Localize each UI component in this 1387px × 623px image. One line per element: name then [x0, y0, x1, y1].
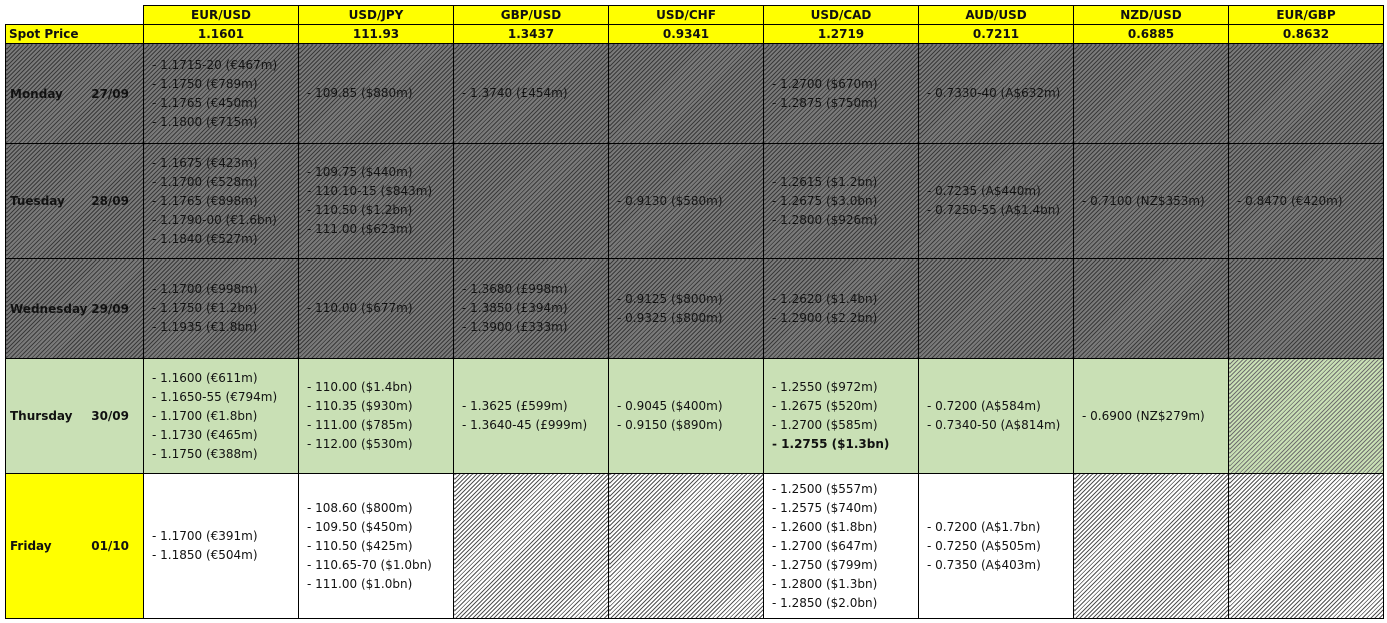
- expiry-entry: - 1.1700 (€528m): [152, 174, 258, 189]
- expiry-cell-thursday-gbp-usd: [454, 359, 609, 474]
- day-label-friday: [6, 474, 144, 619]
- expiry-cell-monday-usd-cad: [764, 44, 919, 144]
- day-row-wednesday: [6, 259, 1384, 359]
- expiry-entry: - 1.1700 (€1.8bn): [152, 408, 258, 423]
- expiry-cell-thursday-usd-cad: [764, 359, 919, 474]
- expiry-cell-friday-eur-gbp: [1229, 474, 1384, 619]
- expiry-entry: - 1.2900 ($2.2bn): [772, 310, 878, 325]
- expiry-cell-friday-nzd-usd: [1074, 474, 1229, 619]
- expiry-entry: - 110.10-15 ($843m): [307, 184, 433, 198]
- day-row-monday: [6, 44, 1384, 144]
- expiry-entry: - 1.1800 (€715m): [152, 114, 258, 129]
- expiry-entry: - 1.1850 (€504m): [152, 548, 258, 562]
- expiry-cell-monday-usd-jpy: [299, 44, 454, 144]
- expiry-cell-thursday-nzd-usd: [1074, 359, 1229, 474]
- header-eur-usd: EUR/USD: [144, 6, 299, 25]
- expiry-cell-wednesday-usd-jpy: [299, 259, 454, 359]
- spot-usd-cad: 1.2719: [764, 25, 919, 44]
- expiry-entry: - 111.00 ($623m): [307, 222, 413, 236]
- expiry-entry: - 1.2700 ($585m): [772, 418, 878, 432]
- spot-gbp-usd: 1.3437: [454, 25, 609, 44]
- expiry-entry: - 110.50 ($1.2bn): [307, 203, 413, 217]
- day-name: Friday: [10, 539, 52, 553]
- spot-aud-usd: 0.7211: [919, 25, 1074, 44]
- spot-usd-chf: 0.9341: [609, 25, 764, 44]
- expiry-entry: - 110.65-70 ($1.0bn): [307, 557, 432, 572]
- header-usd-jpy: USD/JPY: [299, 6, 454, 25]
- expiry-cell-tuesday-aud-usd: [919, 144, 1074, 259]
- expiry-entry: - 1.3680 (£998m): [462, 282, 568, 296]
- expiry-entry: - 110.50 ($425m): [307, 538, 413, 553]
- expiry-entry: - 1.2615 ($1.2bn): [772, 174, 878, 189]
- expiry-cell-monday-nzd-usd: [1074, 44, 1229, 144]
- day-date: 29/09: [91, 301, 129, 316]
- expiry-entry: - 0.9150 ($890m): [617, 418, 723, 432]
- expiry-cell-friday-eur-usd: [144, 474, 299, 619]
- expiry-entry: - 0.9125 ($800m): [617, 291, 723, 306]
- expiry-entry: - 110.35 ($930m): [307, 399, 413, 413]
- expiry-entry: - 1.1750 (€1.2bn): [152, 301, 258, 315]
- header-usd-cad: USD/CAD: [764, 6, 919, 25]
- expiry-cell-monday-aud-usd: [919, 44, 1074, 144]
- expiry-entry: - 108.60 ($800m): [307, 500, 413, 515]
- expiry-entry: - 1.3850 (£394m): [462, 301, 568, 315]
- day-label-monday: [6, 44, 144, 144]
- expiry-cell-friday-usd-cad: [764, 474, 919, 619]
- expiry-entry: - 1.1790-00 (€1.6bn): [152, 212, 277, 227]
- expiry-cell-wednesday-gbp-usd: [454, 259, 609, 359]
- expiry-cell-thursday-eur-usd: [144, 359, 299, 474]
- corner-cell: [6, 6, 144, 25]
- expiry-cell-friday-usd-chf: [609, 474, 764, 619]
- expiry-entry: - 1.2550 ($972m): [772, 380, 878, 394]
- expiry-cell-wednesday-eur-gbp: [1229, 259, 1384, 359]
- expiry-cell-wednesday-usd-chf: [609, 259, 764, 359]
- expiry-entry: - 1.2700 ($670m): [772, 76, 878, 91]
- day-name: Thursday: [10, 409, 73, 423]
- expiry-cell-tuesday-usd-jpy: [299, 144, 454, 259]
- expiry-entry: - 1.3900 (£333m): [462, 320, 568, 334]
- day-name: Tuesday: [10, 194, 65, 208]
- expiry-entry: - 1.1765 (€450m): [152, 95, 258, 110]
- expiry-entry: - 0.9045 ($400m): [617, 399, 723, 413]
- expiry-entry: - 1.1675 (€423m): [152, 155, 258, 170]
- expiry-entry: - 109.85 ($880m): [307, 86, 413, 100]
- day-date: 01/10: [91, 539, 129, 553]
- expiry-entry: - 1.2675 ($3.0bn): [772, 193, 878, 208]
- day-row-thursday: [6, 359, 1384, 474]
- expiry-entry: - 0.7100 (NZ$353m): [1082, 193, 1205, 208]
- day-date: 30/09: [91, 409, 129, 423]
- expiry-entry: - 1.1715-20 (€467m): [152, 57, 278, 72]
- expiry-cell-wednesday-nzd-usd: [1074, 259, 1229, 359]
- expiry-entry: - 1.1700 (€391m): [152, 529, 258, 543]
- day-label-wednesday: [6, 259, 144, 359]
- expiry-cell-thursday-aud-usd: [919, 359, 1074, 474]
- expiry-entry: - 1.2620 ($1.4bn): [772, 291, 878, 306]
- expiry-cell-wednesday-aud-usd: [919, 259, 1074, 359]
- expiry-entry: - 1.2850 ($2.0bn): [772, 595, 878, 610]
- expiry-entry: - 0.6900 (NZ$279m): [1082, 408, 1205, 423]
- currency-header-row: [6, 6, 1384, 25]
- expiry-entry: - 0.7200 (A$1.7bn): [927, 519, 1041, 534]
- expiry-entry: - 111.00 ($1.0bn): [307, 576, 413, 591]
- expiry-entry: - 1.1600 (€611m): [152, 370, 258, 385]
- header-gbp-usd: GBP/USD: [454, 6, 609, 25]
- expiry-entry: - 1.2875 ($750m): [772, 95, 878, 110]
- expiry-entry: - 0.7350 (A$403m): [927, 557, 1041, 572]
- expiry-entry: - 1.2600 ($1.8bn): [772, 519, 878, 534]
- expiry-entry: - 1.2700 ($647m): [772, 538, 878, 553]
- expiry-entry: - 1.1765 (€898m): [152, 193, 258, 208]
- spot-usd-jpy: 111.93: [299, 25, 454, 44]
- day-row-friday: [6, 474, 1384, 619]
- day-row-tuesday: [6, 144, 1384, 259]
- expiry-cell-friday-aud-usd: [919, 474, 1074, 619]
- expiry-cell-tuesday-eur-usd: [144, 144, 299, 259]
- spot-eur-gbp: 0.8632: [1229, 25, 1384, 44]
- expiry-cell-wednesday-eur-usd: [144, 259, 299, 359]
- expiry-entry: - 1.1750 (€789m): [152, 76, 258, 91]
- spot-price-row: [6, 25, 1384, 44]
- expiry-entry: - 1.2800 ($1.3bn): [772, 576, 878, 591]
- expiry-entry: - 110.00 ($1.4bn): [307, 380, 413, 394]
- expiry-cell-monday-eur-usd: [144, 44, 299, 144]
- expiry-cell-tuesday-usd-chf: [609, 144, 764, 259]
- expiry-cell-tuesday-nzd-usd: [1074, 144, 1229, 259]
- expiry-entry: - 109.75 ($440m): [307, 165, 413, 179]
- expiry-entry: - 110.00 ($677m): [307, 301, 413, 315]
- day-date: 27/09: [91, 86, 129, 101]
- expiry-entry: - 1.2500 ($557m): [772, 481, 878, 496]
- expiry-entry: - 1.1730 (€465m): [152, 427, 258, 442]
- day-name: Monday: [10, 86, 63, 101]
- expiry-cell-tuesday-usd-cad: [764, 144, 919, 259]
- expiry-entry: - 109.50 ($450m): [307, 519, 413, 534]
- expiry-entry: - 0.7250-55 (A$1.4bn): [927, 203, 1061, 217]
- expiry-cell-friday-gbp-usd: [454, 474, 609, 619]
- header-nzd-usd: NZD/USD: [1074, 6, 1229, 25]
- expiry-cell-thursday-usd-jpy: [299, 359, 454, 474]
- expiry-entry: - 1.2800 ($926m): [772, 212, 878, 227]
- spot-price-label: Spot Price: [6, 25, 144, 44]
- expiry-entry: - 0.7200 (A$584m): [927, 399, 1041, 413]
- expiry-entry: - 1.1700 (€998m): [152, 282, 258, 296]
- expiry-entry: - 1.1935 (€1.8bn): [152, 320, 258, 334]
- day-label-tuesday: [6, 144, 144, 259]
- spot-eur-usd: 1.1601: [144, 25, 299, 44]
- expiry-cell-tuesday-gbp-usd: [454, 144, 609, 259]
- expiry-cell-thursday-usd-chf: [609, 359, 764, 474]
- expiry-cell-monday-eur-gbp: [1229, 44, 1384, 144]
- expiry-entry: - 1.3625 (£599m): [462, 399, 568, 413]
- expiry-entry: - 0.8470 (€420m): [1237, 193, 1343, 208]
- expiry-cell-wednesday-usd-cad: [764, 259, 919, 359]
- expiry-entry: - 1.1650-55 (€794m): [152, 389, 278, 404]
- expiry-entry: - 1.1840 (€527m): [152, 231, 258, 246]
- expiry-entry: - 0.7235 (A$440m): [927, 184, 1041, 198]
- expiry-entry: - 1.1750 (€388m): [152, 446, 258, 461]
- expiry-entry: - 112.00 ($530m): [307, 437, 413, 451]
- fx-option-expiries-table: [5, 5, 1384, 619]
- expiry-entry: - 1.2755 ($1.3bn): [772, 437, 890, 451]
- expiry-entry: - 111.00 ($785m): [307, 418, 413, 432]
- header-eur-gbp: EUR/GBP: [1229, 6, 1384, 25]
- expiry-cell-thursday-eur-gbp: [1229, 359, 1384, 474]
- expiry-entry: - 0.7330-40 (A$632m): [927, 86, 1061, 100]
- expiry-entry: - 0.7250 (A$505m): [927, 538, 1041, 553]
- day-label-thursday: [6, 359, 144, 474]
- day-date: 28/09: [91, 194, 129, 208]
- expiry-entry: - 1.3740 (£454m): [462, 86, 568, 100]
- expiry-entry: - 0.9325 ($800m): [617, 310, 723, 325]
- spot-nzd-usd: 0.6885: [1074, 25, 1229, 44]
- expiry-cell-monday-gbp-usd: [454, 44, 609, 144]
- expiry-entry: - 1.2750 ($799m): [772, 557, 878, 572]
- expiry-entry: - 1.2575 ($740m): [772, 500, 878, 515]
- day-name: Wednesday: [10, 301, 88, 316]
- expiry-cell-tuesday-eur-gbp: [1229, 144, 1384, 259]
- expiry-entry: - 0.7340-50 (A$814m): [927, 418, 1061, 432]
- expiry-cell-monday-usd-chf: [609, 44, 764, 144]
- expiry-entry: - 0.9130 ($580m): [617, 193, 723, 208]
- header-aud-usd: AUD/USD: [919, 6, 1074, 25]
- expiry-entry: - 1.3640-45 (£999m): [462, 418, 588, 432]
- expiry-cell-friday-usd-jpy: [299, 474, 454, 619]
- header-usd-chf: USD/CHF: [609, 6, 764, 25]
- expiry-entry: - 1.2675 ($520m): [772, 399, 878, 413]
